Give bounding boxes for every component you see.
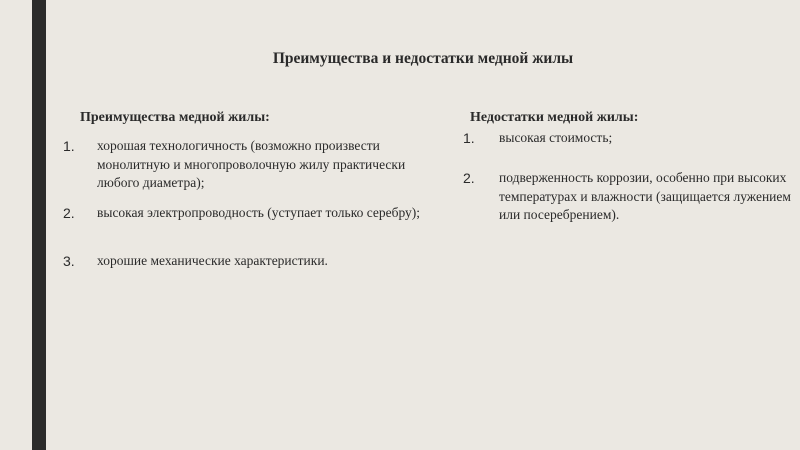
list-item	[463, 129, 793, 151]
list-item	[463, 169, 793, 249]
disadvantages-heading: Недостатки медной жилы:	[470, 110, 639, 125]
slide-title: Преимущества и недостатки медной жилы	[272, 50, 574, 67]
list-item-text: высокая электропроводность (уступает только серебру);	[97, 205, 421, 220]
list-item	[63, 252, 443, 274]
list-item-number: 3.	[63, 253, 75, 269]
list-item-number: 2.	[463, 170, 475, 186]
list-item-number: 1.	[463, 130, 475, 146]
disadvantages-list	[463, 127, 793, 257]
list-item-number: 1.	[63, 138, 75, 154]
list-item-text: подверженность коррозии, особенно при высоких температурах и влажности (защищается лужением или посеребрением).	[499, 170, 791, 222]
list-item-text: высокая стоимость;	[499, 130, 613, 145]
list-item	[63, 204, 443, 244]
left-accent-bar	[32, 0, 46, 450]
advantages-list	[63, 135, 443, 285]
list-item-text: хорошая технологичность (возможно произвести монолитную и многопроволочную жилу практически любого диаметра);	[97, 138, 406, 190]
list-item	[63, 137, 443, 197]
list-item-text: хорошие механические характеристики.	[97, 253, 328, 268]
advantages-heading: Преимущества медной жилы:	[80, 110, 270, 125]
list-item-number: 2.	[63, 205, 75, 221]
